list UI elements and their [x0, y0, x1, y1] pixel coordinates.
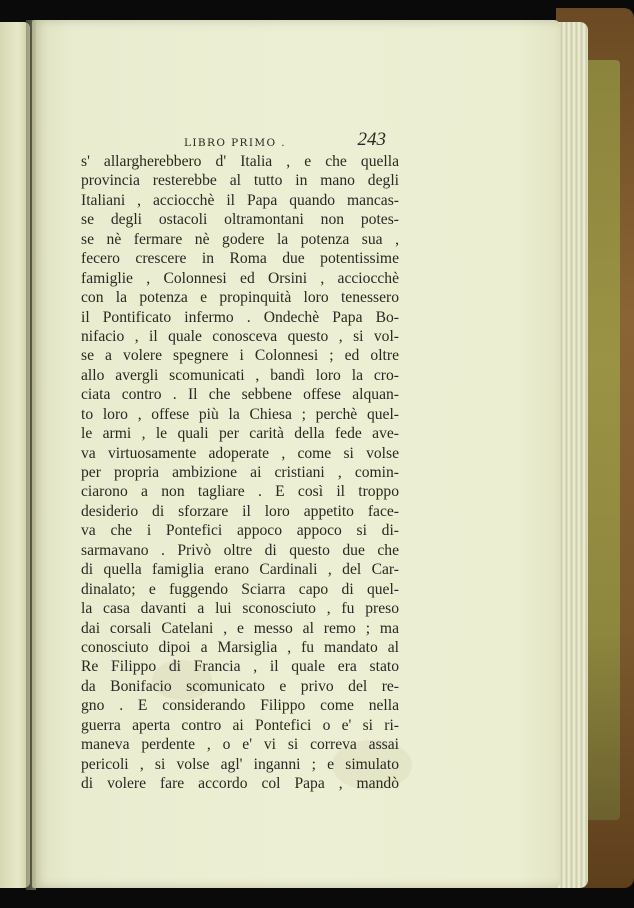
text-line: dinalato; e fuggendo Sciarra capo di quel-: [81, 580, 399, 598]
text-line: va che i Pontefici appoco appoco si di-: [81, 522, 399, 540]
text-line: da Bonifacio scomunicato e privo del re-: [81, 677, 399, 695]
text-line: provincia resterebbe al tutto in mano degli: [81, 172, 399, 190]
text-line: ciata contro . Il che sebbene offese alquan-: [81, 386, 399, 404]
text-line: conosciuto dipoi a Marsiglia , fu mandato al: [81, 638, 399, 656]
text-line: ciarono a non tagliare . E così il troppo: [81, 483, 399, 501]
text-line: sarmavano . Privò oltre di questo due che: [81, 541, 399, 559]
text-line: dai corsali Catelani , e messo al remo ; ma: [81, 619, 399, 637]
text-line: Re Filippo di Francia , il quale era stato: [81, 658, 399, 676]
text-line: le armi , le quali per carità della fede ave-: [81, 425, 399, 443]
text-line: di volere fare accordo col Papa , mandò: [81, 775, 399, 792]
text-line: con la potenza e propinquità loro tenessero: [81, 289, 399, 307]
running-head: LIBRO PRIMO .: [184, 137, 287, 149]
text-line: il Pontificato infermo . Ondechè Papa Bo-: [81, 308, 399, 326]
text-line: pericoli , si volse agl' inganni ; e simulato: [81, 755, 399, 773]
gutter-shadow: [26, 20, 36, 890]
body-text: [81, 152, 399, 793]
text-line: to loro , offese più la Chiesa ; perchè quel-: [81, 405, 399, 423]
text-line: s' allargherebbero d' Italia , e che quella: [81, 153, 399, 170]
text-line: se a volere spegnere i Colonnesi ; ed oltre: [81, 347, 399, 365]
text-line: allo avergli scomunicati , bandì loro la cro-: [81, 366, 399, 384]
text-line: guerra aperta contro ai Pontefici o e' si ri-: [81, 716, 399, 734]
text-line: maneva perdente , o e' vi si correva assai: [81, 736, 399, 754]
text-line: Italiani , acciocchè il Papa quando mancas-: [81, 191, 399, 209]
text-line: la casa davanti a lui sconosciuto , fu preso: [81, 600, 399, 618]
text-line: fecero crescere in Roma due potentissime: [81, 250, 399, 268]
text-line: se degli ostacoli oltramontani non potes-: [81, 211, 399, 229]
page-number: 243: [357, 129, 386, 150]
text-line: famiglie , Colonnesi ed Orsini , acciocchè: [81, 269, 399, 287]
page-header: [148, 115, 408, 149]
text-line: se nè fermare nè godere la potenza sua ,: [81, 230, 399, 248]
text-line: gno . E considerando Filippo come nella: [81, 697, 399, 715]
text-line: desiderio di sforzare il loro appetito face-: [81, 502, 399, 520]
text-line: di quella famiglia erano Cardinali , del Car-: [81, 561, 399, 579]
text-line: nifacio , il quale conosceva questo , si vol-: [81, 327, 399, 345]
text-line: per propria ambizione ai cristiani , comin-: [81, 464, 399, 481]
text-line: va virtuosamente adoperate , come si volse: [81, 444, 399, 462]
